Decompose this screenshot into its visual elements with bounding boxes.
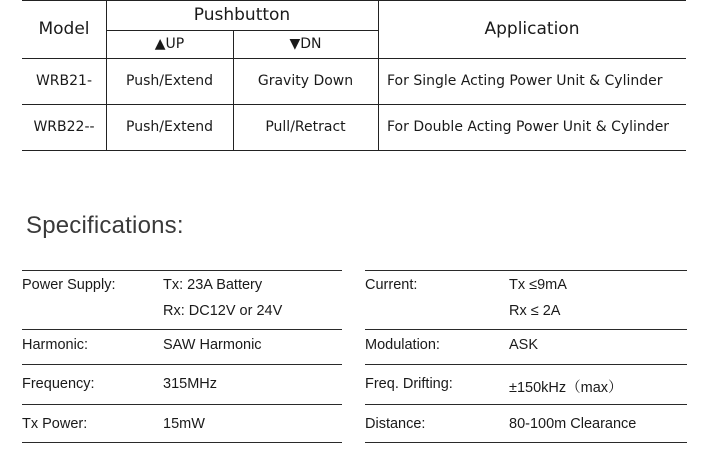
header-application: Application — [484, 19, 580, 39]
spec-left-divider-3 — [22, 404, 342, 405]
row1-dn: Gravity Down — [257, 73, 354, 89]
spec-right-divider-3 — [365, 404, 687, 405]
spec-right-bottom-border — [365, 442, 687, 443]
header-dn: ▼DN — [289, 36, 322, 52]
spec-value-distance: 80-100m Clearance — [509, 416, 637, 432]
spec-value-modulation: ASK — [509, 337, 539, 353]
spec-label-power-supply: Power Supply: — [22, 277, 116, 293]
spec-label-distance: Distance: — [365, 416, 426, 432]
spec-value-frequency: 315MHz — [163, 376, 217, 392]
header-up: ▲UP — [154, 36, 185, 52]
spec-value-power-supply-rx: Rx: DC12V or 24V — [163, 303, 283, 319]
spec-value-tx-power: 15mW — [163, 416, 205, 432]
spec-value-harmonic: SAW Harmonic — [163, 337, 262, 353]
table-bottom-border — [22, 150, 686, 151]
spec-label-harmonic: Harmonic: — [22, 337, 89, 353]
row2-dn: Pull/Retract — [265, 119, 346, 135]
spec-value-current-tx: Tx ≤9mA — [509, 277, 567, 293]
spec-left-divider-1 — [22, 329, 342, 330]
spec-right-top-border — [365, 270, 687, 271]
header-pushbutton: Pushbutton — [193, 5, 291, 25]
row2-model: WRB22-- — [33, 119, 95, 135]
spec-label-freq-drifting: Freq. Drifting: — [365, 376, 453, 392]
spec-label-modulation: Modulation: — [365, 337, 440, 353]
spec-right-divider-1 — [365, 329, 687, 330]
spec-left-divider-2 — [22, 364, 342, 365]
spec-label-current: Current: — [365, 277, 418, 293]
spec-value-current-rx: Rx ≤ 2A — [509, 303, 561, 319]
spec-left-top-border — [22, 270, 342, 271]
spec-right-divider-2 — [365, 364, 687, 365]
model-table — [22, 0, 686, 151]
spec-table-right — [365, 268, 687, 448]
row2-application: For Double Acting Power Unit & Cylinder — [387, 119, 670, 135]
spec-label-frequency: Frequency: — [22, 376, 95, 392]
row1-up: Push/Extend — [126, 73, 213, 89]
specifications-title: Specifications: — [26, 212, 184, 239]
row2-up: Push/Extend — [126, 119, 213, 135]
header-model: Model — [38, 19, 90, 39]
spec-left-bottom-border — [22, 442, 342, 443]
spec-table-left — [22, 268, 342, 448]
spec-value-freq-drifting: ±150kHz（max） — [509, 380, 623, 396]
row1-model: WRB21- — [35, 73, 93, 89]
row1-application: For Single Acting Power Unit & Cylinder — [387, 73, 663, 89]
spec-value-power-supply-tx: Tx: 23A Battery — [163, 277, 263, 293]
spec-label-tx-power: Tx Power: — [22, 416, 88, 432]
